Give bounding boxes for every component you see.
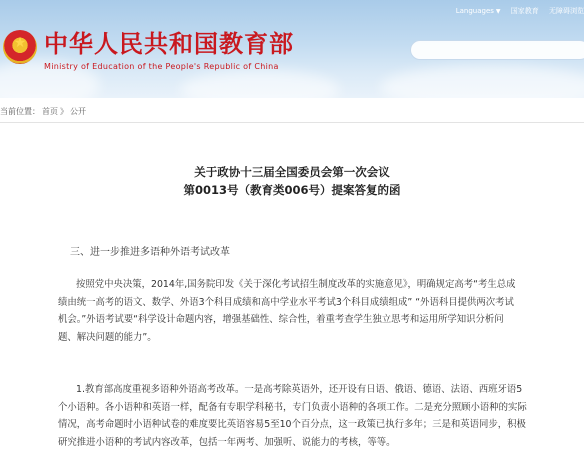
breadcrumb-prefix: 当前位置： [0, 107, 40, 116]
top-links [440, 6, 584, 20]
header-banner [0, 0, 584, 98]
section-heading: 三、进一步推进多语种外语考试改革 [70, 247, 230, 258]
site-title[interactable]: 中华人民共和国教育部 [44, 30, 294, 58]
top-link-accessibility[interactable]: 无障碍浏览 [549, 7, 584, 15]
languages-link[interactable] [448, 7, 501, 15]
cloud-decoration [380, 65, 584, 98]
paragraph-1 [58, 276, 554, 346]
chevron-down-icon: ▼ [495, 8, 501, 15]
site-subtitle: Ministry of Education of the People's Republic of China [44, 62, 279, 71]
top-link-edu[interactable]: 国家教育 [510, 7, 539, 15]
article-title-line2: 第0013号（教育类006号）提案答复的函 [183, 183, 401, 197]
national-emblem-icon [3, 30, 37, 64]
paragraph-line: 绩由统一高考的语文、数学、外语3个科目成绩和高中学业水平考试3个科目成绩组成” “外语科目提供两次考试 [58, 296, 514, 308]
divider [0, 122, 584, 123]
paragraph-line: 个小语种。各小语种和英语一样，配备有专职学科秘书，专门负责小语种的各项工作。二是充分照顾小语种的实际 [58, 401, 527, 413]
article-title-line1: 关于政协十三届全国委员会第一次会议 [194, 165, 390, 179]
paragraph-line: 题、解决问题的能力”。 [58, 331, 157, 343]
paragraph-line: 1.教育部高度重视多语种外语高考改革。一是高考除英语外，还开设有日语、俄语、德语、法语、西班牙语5 [76, 384, 523, 395]
paragraph-line: 机会。”外语考试要“科学设计命题内容，增强基础性、综合性，着重考查学生独立思考和运用所学知识分析问 [58, 314, 504, 325]
breadcrumb-separator: 》 [60, 107, 68, 116]
paragraph-line: 按照党中央决策，2014年,国务院印发《关于深化考试招生制度改革的实施意见》，明确规定高考“考生总成 [76, 279, 516, 290]
breadcrumb-item-home[interactable]: 首页 [42, 107, 58, 116]
paragraph-2 [58, 381, 554, 451]
paragraph-line: 研究推进小语种的考试内容改革，包括一年两考、加强听、说能力的考核，等等。 [58, 436, 396, 448]
languages-label: Languages [455, 7, 494, 15]
cloud-decoration [180, 70, 340, 98]
search-box [410, 40, 584, 60]
breadcrumb [0, 106, 88, 117]
search-input[interactable] [421, 44, 565, 62]
breadcrumb-item-public[interactable]: 公开 [70, 107, 86, 116]
paragraph-line: 情况，高考命题时小语种试卷的难度要比英语容易5至10个百分点，这一政策已执行多年；三是和英语同步，积极 [58, 419, 526, 430]
